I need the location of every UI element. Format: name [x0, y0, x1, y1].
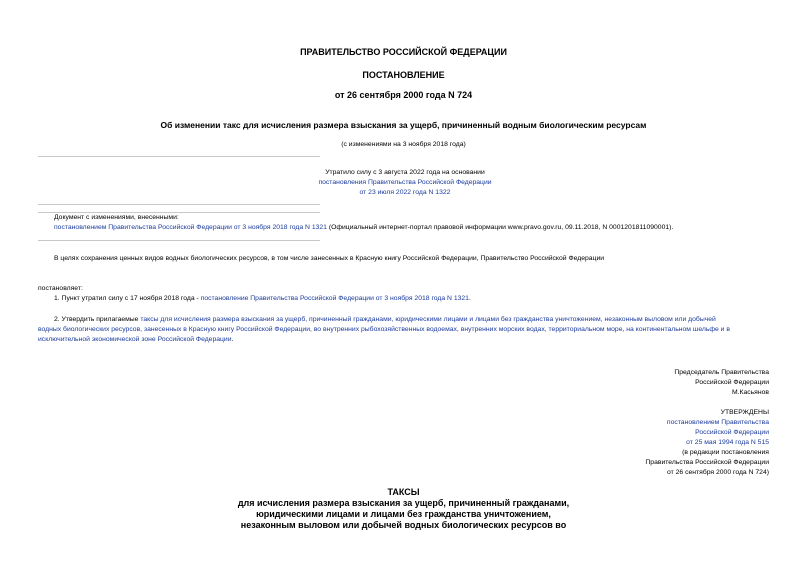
page-title: Об изменении такс для исчисления размера взыскания за ущерб, причиненный водным биологическим ресурсам	[160, 120, 647, 130]
changes-label: Документ с изменениями, внесенными:	[54, 214, 179, 221]
approval-link-2[interactable]: Российской Федерации	[695, 429, 769, 436]
approval-edition-government: Правительства Российской Федерации	[645, 459, 769, 466]
approval-link-3[interactable]: от 25 мая 1994 года N 515	[686, 439, 769, 446]
document-type: ПОСТАНОВЛЕНИЕ	[362, 70, 445, 80]
paragraph-1-text: 1. Пункт утратил силу с 17 ноября 2018 года -	[54, 295, 201, 302]
taxa-heading	[0, 487, 807, 531]
signature-title: Председатель Правительства	[674, 369, 769, 376]
paragraph-2-link-1[interactable]: таксы для исчисления размера взыскания за ущерб, причиненный гражданами, юридическими лицами и лицами без гражданства уничтожением, незаконным выловом или добычей	[140, 316, 716, 323]
changes-block	[54, 213, 673, 233]
invalid-notice-link-1[interactable]: постановления Правительства Российской Федерации	[318, 179, 492, 186]
paragraph-2-link-3[interactable]: исключительной экономической зоне Российской Федерации	[38, 336, 232, 343]
divider	[38, 240, 320, 241]
taxa-subtitle-1: для исчисления размера взыскания за ущерб, причиненный гражданами,	[237, 498, 570, 508]
approval-heading: УТВЕРЖДЕНЫ	[720, 409, 769, 416]
changes-link[interactable]: постановлением Правительства Российской Федерации от 3 ноября 2018 года N 1321	[54, 224, 327, 231]
approval-edition-note: (в редакции постановления	[682, 449, 769, 456]
taxa-subtitle-3: незаконным выловом или добычей водных биологических ресурсов во	[240, 520, 567, 530]
document-date-number: от 26 сентября 2000 года N 724	[334, 90, 473, 100]
approval-block	[549, 408, 769, 478]
paragraph-2-text: 2. Утвердить прилагаемые	[54, 316, 141, 323]
decree-word: постановляет:	[38, 285, 83, 292]
invalid-notice-text: Утратило силу с 3 августа 2022 года на основании	[325, 169, 485, 176]
divider	[38, 204, 320, 205]
changes-source: (Официальный интернет-портал правовой информации www.pravo.gov.ru, 09.11.2018, N 0001201811090001).	[326, 224, 674, 231]
invalid-notice	[270, 168, 540, 198]
paragraph-1	[54, 294, 471, 304]
paragraph-2	[38, 315, 730, 345]
invalid-notice-link-2[interactable]: от 23 июля 2022 года N 1322	[359, 189, 451, 196]
taxa-title: ТАКСЫ	[387, 487, 420, 497]
government-heading: ПРАВИТЕЛЬСТВО РОССИЙСКОЙ ФЕДЕРАЦИИ	[300, 47, 507, 57]
signature-block	[569, 368, 769, 398]
paragraph-1-link[interactable]: постановление Правительства Российской Федерации от 3 ноября 2018 года N 1321	[200, 295, 469, 302]
approval-edition-date: от 26 сентября 2000 года N 724)	[667, 469, 769, 476]
amendment-note: (с изменениями на 3 ноября 2018 года)	[341, 141, 466, 148]
paragraph-1-end: .	[468, 295, 471, 302]
signature-name: М.Касьянов	[731, 389, 769, 396]
paragraph-2-link-2[interactable]: водных биологических ресурсов, занесенных в Красную книгу Российской Федерации, во внутренних рыбохозяйственных водоемах, внутренних морских водах, территориальном море, на континентальном шельфе и в	[38, 326, 730, 333]
signature-country: Российской Федерации	[695, 379, 769, 386]
approval-link-1[interactable]: постановлением Правительства	[666, 419, 769, 426]
taxa-subtitle-2: юридическими лицами и лицами без гражданства уничтожением,	[256, 509, 551, 519]
intro-paragraph: В целях сохранения ценных видов водных биологических ресурсов, в том числе занесенных в Красную книгу Российской Федерации, Правительство Российской Федерации	[54, 255, 605, 262]
divider	[38, 156, 320, 157]
paragraph-2-end: .	[231, 336, 234, 343]
